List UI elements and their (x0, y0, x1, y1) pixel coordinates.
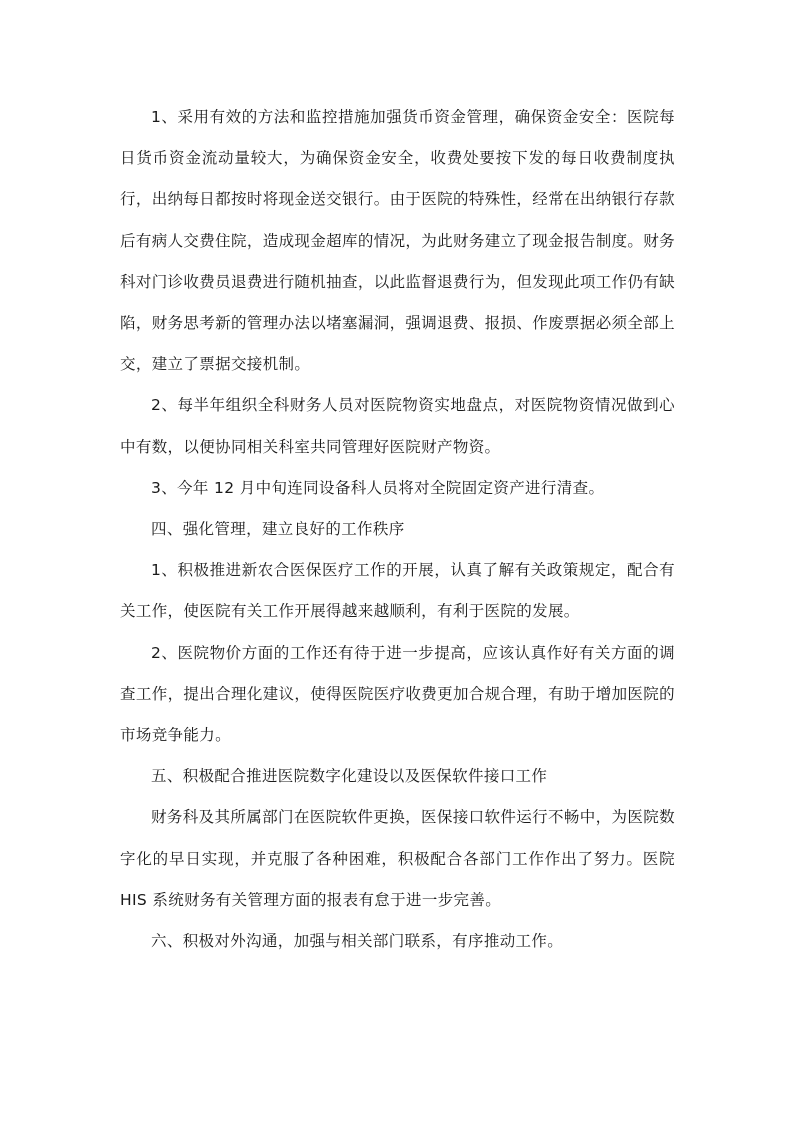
paragraph-fixed-assets: 3、今年 12 月中旬连同设备科人员将对全院固定资产进行清查。 (151, 478, 605, 497)
paragraph-software: 财务科及其所属部门在医院软件更换，医保接口软件运行不畅中，为医院数字化的早日实现，并克服了各种困难，积极配合各部门工作作出了努力。医院 HIS 系统财务有关管理方面的报表有怠于进一步完善。 (120, 808, 675, 909)
paragraph-pricing: 2、医院物价方面的工作还有待于进一步提高，应该认真作好有关方面的调查工作，提出合理化建议，使得医院医疗收费更加合规合理，有助于增加医院的市场竞争能力。 (120, 643, 675, 745)
document-body (120, 97, 675, 962)
paragraph-medical-insurance: 1、积极推进新农合医保医疗工作的开展，认真了解有关政策规定，配合有关工作，使医院有关工作开展得越来越顺利，有利于医院的发展。 (120, 561, 675, 621)
paragraph-inventory-check: 2、每半年组织全科财务人员对医院物资实地盘点，对医院物资情况做到心中有数，以便协同相关科室共同管理好医院财产物资。 (120, 396, 675, 456)
section-heading-digitalization: 五、积极配合推进医院数字化建设以及医保软件接口工作 (151, 767, 548, 786)
section-heading-management: 四、强化管理，建立良好的工作秩序 (151, 520, 405, 539)
paragraph-cash-management: 1、采用有效的方法和监控措施加强货币资金管理，确保资金安全：医院每日货币资金流动量较大，为确保资金安全，收费处要按下发的每日收费制度执行，出纳每日都按时将现金送交银行。由于医院的特殊性，经常在出纳银行存款后有病人交费住院，造成现金超库的情况，为此财务建立了现金报告制度。财务科对门诊收费员退费进行随机抽查，以此监督退费行为，但发现此项工作仍有缺陷，财务思考新的管理办法以堵塞漏洞，强调退费、报损、作废票据必须全部上交，建立了票据交接机制。 (120, 108, 675, 374)
section-heading-communication: 六、积极对外沟通，加强与相关部门联系，有序推动工作。 (151, 932, 564, 951)
